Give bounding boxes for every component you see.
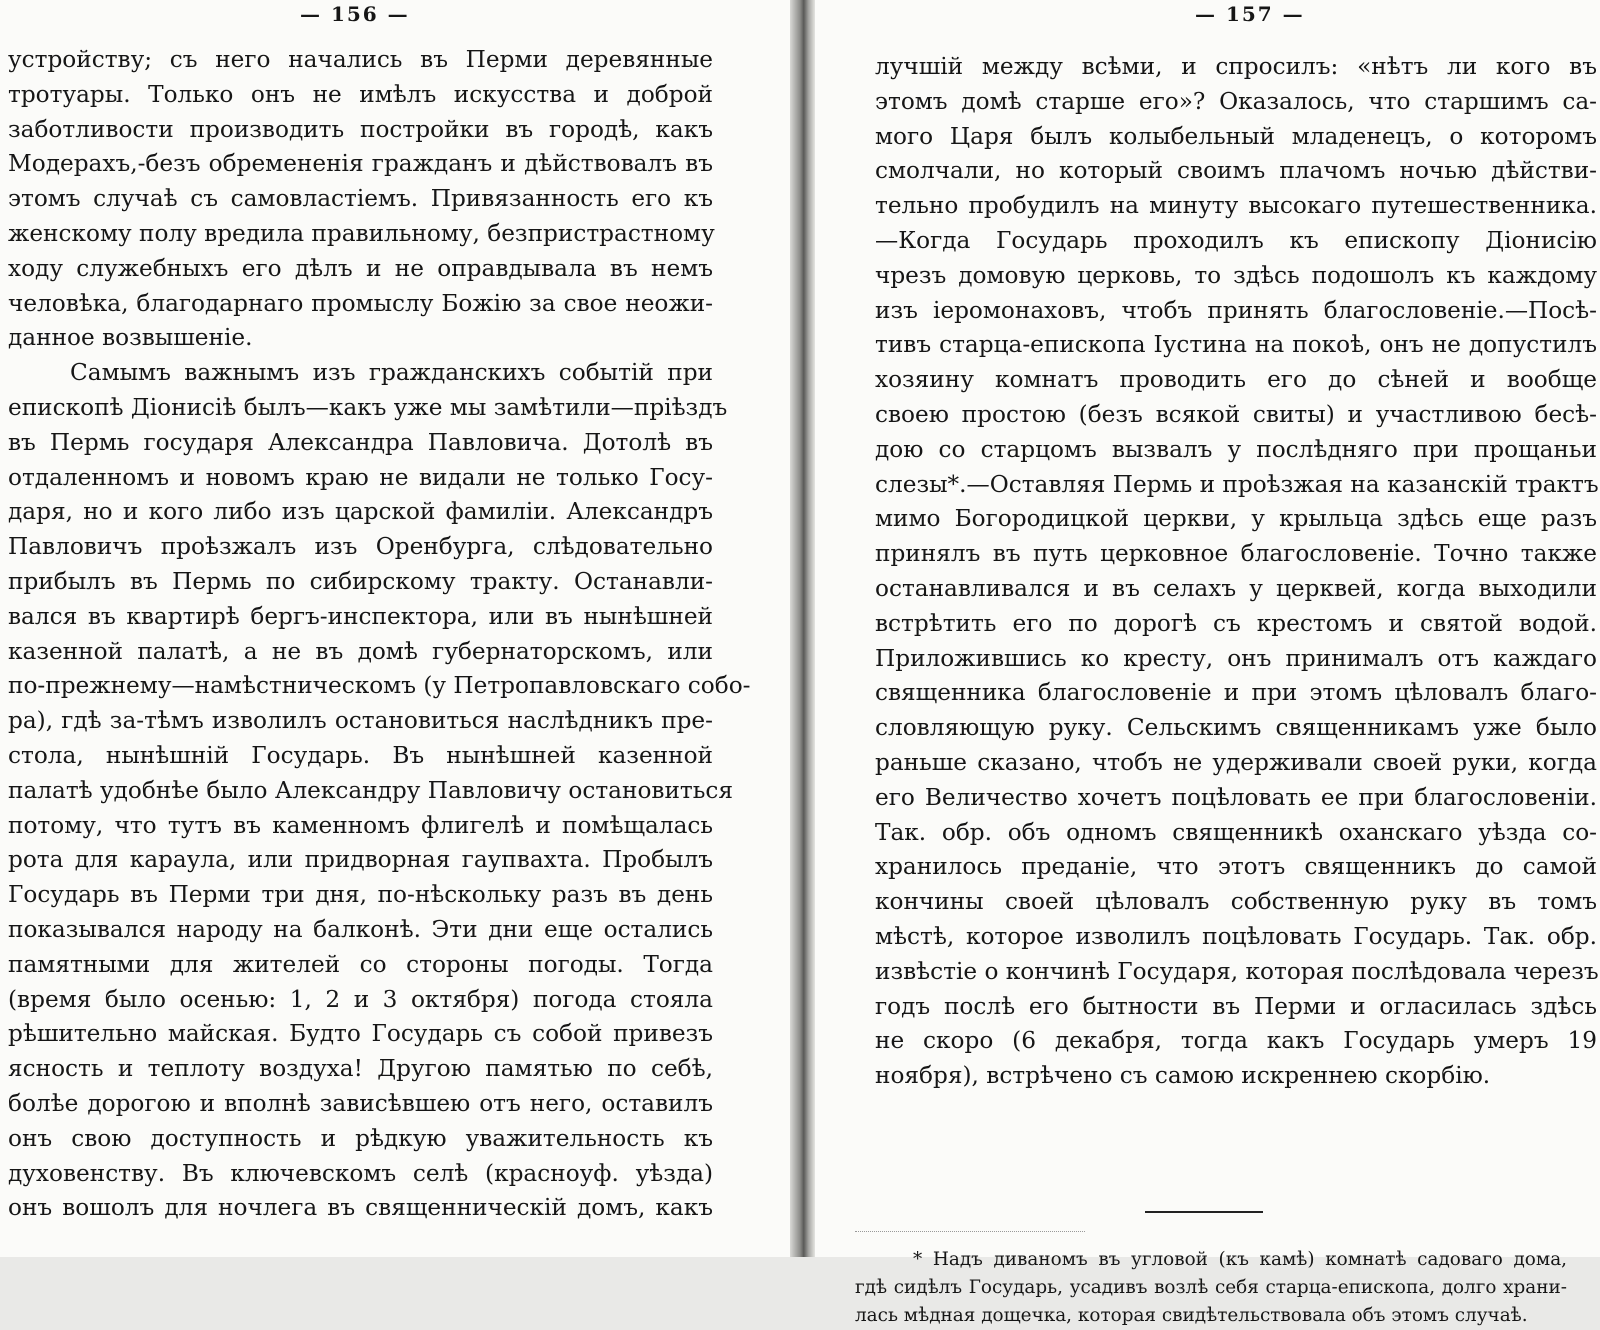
footnote — [855, 1246, 1567, 1330]
text-line: дою со старцомъ вызвалъ у послѣдняго при прощаньи — [875, 435, 1597, 463]
text-line: рѣшительно майская. Будто Государь съ собой привезъ — [8, 1020, 713, 1048]
text-line: этомъ домѣ старше его»? Оказалось, что старшимъ са- — [875, 87, 1597, 115]
text-line: своею простою (безъ всякой свиты) и участливою бесѣ- — [875, 400, 1597, 428]
text-line: онъ вошолъ для ночлега въ священническій домъ, какъ — [8, 1194, 713, 1222]
body-text — [8, 43, 751, 1226]
page-number: — 156 — — [300, 2, 410, 26]
text-line: отдаленномъ и новомъ краю не видали не только Госу- — [8, 463, 713, 491]
text-line: даря, но и кого либо изъ царской фамиліи. Александръ — [8, 498, 713, 526]
text-line: хозяину комнатъ проводить его до сѣней и вообще — [875, 366, 1597, 394]
text-line: мѣстѣ, которое изволилъ поцѣловать Государь. Так. обр. — [875, 922, 1597, 950]
text-line: ноября), встрѣчено съ самою искреннею скорбію. — [875, 1062, 1491, 1090]
text-line: ясность и теплоту воздуха! Другою памятью по себѣ, — [8, 1055, 713, 1083]
book-gutter — [790, 0, 815, 1257]
text-line: кончины своей цѣловалъ собственную руку въ томъ — [875, 888, 1597, 916]
text-line: тивъ старца-епископа Іустина на покоѣ, онъ не допустилъ — [875, 331, 1597, 359]
text-line: изъ іеромонаховъ, чтобъ принять благословеніе.—Посѣ- — [875, 296, 1597, 324]
footnote-separator — [855, 1231, 1085, 1232]
text-line: Государь въ Перми три дня, по-нѣскольку разъ въ день — [8, 881, 713, 909]
text-line: устройству; съ него начались въ Перми деревянные — [8, 46, 713, 73]
text-line: лучшій между всѣми, и спросилъ: «нѣтъ ли кого въ — [875, 53, 1597, 80]
text-line: рота для караула, или придворная гаупвахта. Пробылъ — [8, 846, 713, 874]
text-line: Приложившись ко кресту, онъ принималъ отъ каждаго — [875, 644, 1597, 672]
text-line: мого Царя былъ колыбельный младенецъ, о которомъ — [875, 122, 1597, 150]
text-line: Модерахъ,-безъ обремененія гражданъ и дѣйствовалъ въ — [8, 150, 713, 178]
paragraph-start: Самымъ важнымъ изъ гражданскихъ событій при — [70, 359, 713, 387]
text-line: раньше сказано, чтобъ не удерживали своей руки, когда — [875, 748, 1597, 776]
text-line: годъ послѣ его бытности въ Перми и огласилась здѣсь — [875, 992, 1597, 1020]
footnote-line: лась мѣдная дощечка, которая свидѣтельствовала объ этомъ случаѣ. — [855, 1305, 1528, 1326]
text-line: человѣка, благодарнаго промыслу Божію за свое неожи- — [8, 289, 713, 317]
right-page — [815, 0, 1600, 1326]
body-text — [875, 50, 1597, 1094]
text-line: показывался народу на балконѣ. Эти дни еще остались — [8, 915, 713, 943]
text-line: въ Пермь государя Александра Павловича. Дотолѣ въ — [8, 428, 713, 456]
text-line: данное возвышеніе. — [8, 324, 253, 352]
text-line: болѣе дорогою и вполнѣ зависѣвшею отъ него, оставилъ — [8, 1089, 713, 1117]
page-number: — 157 — — [1195, 2, 1305, 26]
text-line: чрезъ домовую церковь, то здѣсь подошолъ къ каждому — [875, 261, 1597, 289]
footnote-line: * Надъ диваномъ въ угловой (къ камѣ) комнатѣ садоваго дома, — [913, 1249, 1567, 1270]
text-line: заботливости производить постройки въ городѣ, какъ — [8, 115, 713, 143]
footnote-line: гдѣ сидѣлъ Государь, усадивъ возлѣ себя старца-епископа, долго храни- — [855, 1277, 1567, 1298]
text-line: епископѣ Діонисіѣ былъ—какъ уже мы замѣтили—пріѣздъ — [8, 393, 728, 421]
text-line: онъ свою доступность и рѣдкую уважительность къ — [8, 1124, 713, 1152]
text-line: мимо Богородицкой церкви, у крыльца здѣсь еще разъ — [875, 505, 1597, 533]
text-line: принялъ въ путь церковное благословеніе. Точно также — [875, 540, 1597, 568]
text-line: женскому полу вредила правильному, безпристрастному — [8, 219, 715, 247]
text-line: ходу служебныхъ его дѣлъ и не оправдывала въ немъ — [8, 254, 713, 282]
text-line: памятными для жителей со стороны погоды. Тогда — [8, 950, 713, 978]
text-line: прибылъ въ Пермь по сибирскому тракту. Останавли- — [8, 567, 713, 595]
text-line: извѣстіе о кончинѣ Государя, которая послѣдовала черезъ — [875, 957, 1599, 985]
text-line: духовенству. Въ ключевскомъ селѣ (красноуф. уѣзда) — [8, 1159, 713, 1187]
text-line: потому, что тутъ въ каменномъ флигелѣ и помѣщалась — [8, 811, 713, 839]
text-line: хранилось преданіе, что этотъ священникъ до самой — [875, 853, 1597, 881]
text-line: словляющую руку. Сельскимъ священникамъ уже было — [875, 714, 1597, 742]
text-line: Павловичъ проѣзжалъ изъ Оренбурга, слѣдовательно — [8, 533, 713, 561]
text-line: встрѣтить его по дорогѣ съ крестомъ и святой водой. — [875, 609, 1597, 637]
text-line: тельно пробудилъ на минуту высокаго путешественника. — [875, 192, 1597, 220]
text-line: не скоро (6 декабря, тогда какъ Государь умеръ 19 — [875, 1027, 1597, 1055]
text-line: его Величество хочетъ поцѣловать ее при благословеніи. — [875, 783, 1597, 811]
text-line: палатѣ удобнѣе было Александру Павловичу остановиться — [8, 776, 733, 804]
text-line: по-прежнему—намѣстническомъ (у Петропавловскаго собо- — [8, 672, 751, 700]
text-line: смолчали, но который своимъ плачомъ ночью дѣйстви- — [875, 157, 1597, 185]
text-line: —Когда Государь проходилъ къ епископу Діонисію — [875, 226, 1597, 254]
text-line: священника благословеніе и при этомъ цѣловалъ благо- — [875, 679, 1597, 707]
left-page — [0, 0, 790, 1257]
text-line: (время было осенью: 1, 2 и 3 октября) погода стояла — [8, 985, 713, 1013]
text-line: останавливался и въ селахъ у церквей, когда выходили — [875, 574, 1597, 602]
text-line: тротуары. Только онъ не имѣлъ искусства и доброй — [8, 80, 713, 108]
text-line: этомъ случаѣ съ самовластіемъ. Привязанность его къ — [8, 185, 713, 213]
text-line: вался въ квартирѣ бергъ-инспектора, или въ нынѣшней — [8, 602, 713, 630]
section-end-rule — [1145, 1211, 1263, 1213]
text-line: слезы*.—Оставляя Пермь и проѣзжая на казанскій трактъ — [875, 470, 1599, 498]
text-line: казенной палатѣ, а не въ домѣ губернаторскомъ, или — [8, 637, 713, 665]
text-line: ра), гдѣ за-тѣмъ изволилъ остановиться наслѣдникъ пре- — [8, 707, 713, 735]
text-line: Так. обр. объ одномъ священникѣ оханскаго уѣзда со- — [875, 818, 1597, 846]
text-line: стола, нынѣшній Государь. Въ нынѣшней казенной — [8, 741, 713, 769]
